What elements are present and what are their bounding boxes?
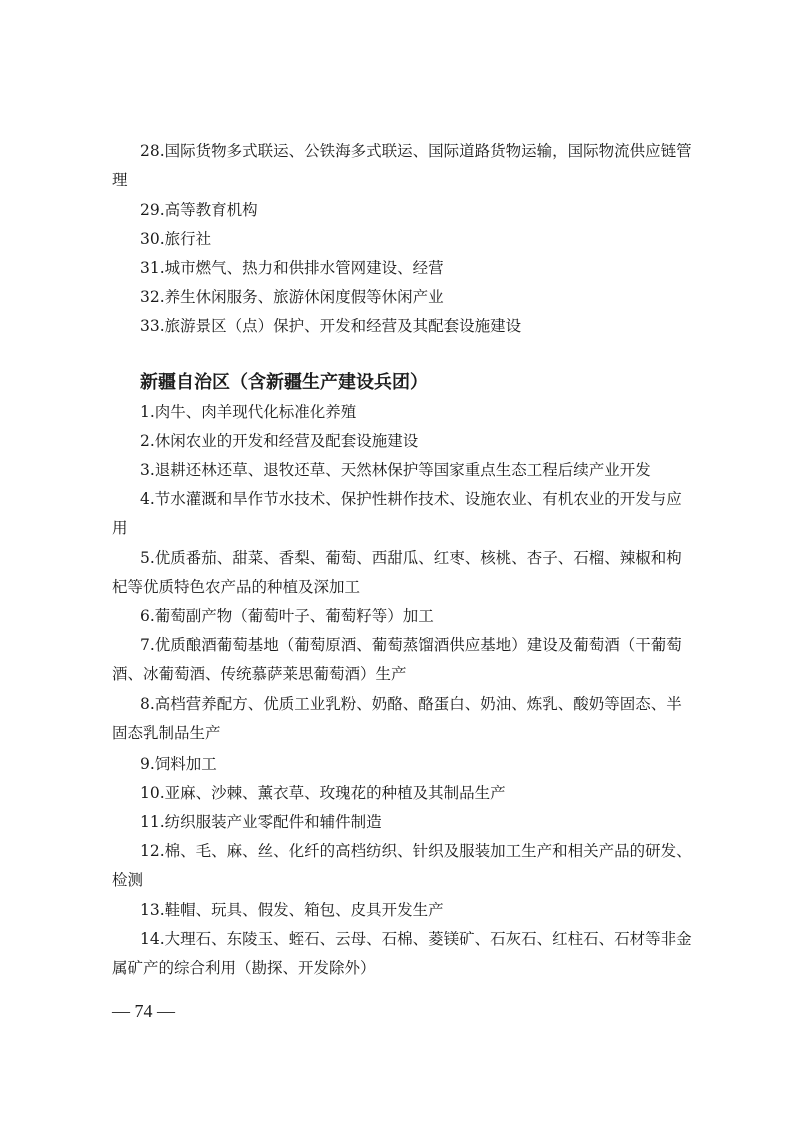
page-number: — 74 — [112,1001,175,1021]
list-item: 30.旅行社 [140,230,212,248]
list-item: 29.高等教育机构 [140,201,258,219]
list-item: 28.国际货物多式联运、公铁海多式联运、国际道路货物运输，国际物流供应链管理 [112,142,692,189]
list-item: 13.鞋帽、玩具、假发、箱包、皮具开发生产 [140,901,444,919]
list-item: 7.优质酿酒葡萄基地（葡萄原酒、葡萄蒸馏酒供应基地）建设及葡萄酒（干葡萄酒、冰葡萄酒、传统慕萨莱思葡萄酒）生产 [112,636,682,683]
list-item: 12.棉、毛、麻、丝、化纤的高档纺织、针织及服装加工生产和相关产品的研发、检测 [112,842,692,889]
list-item: 11.纺织服装产业零配件和辅件制造 [140,813,382,831]
list-item: 31.城市燃气、热力和供排水管网建设、经营 [140,259,444,277]
list-item: 10.亚麻、沙棘、薰衣草、玫瑰花的种植及其制品生产 [140,784,506,802]
list-item: 9.饲料加工 [140,755,217,773]
list-item: 6.葡萄副产物（葡萄叶子、葡萄籽等）加工 [140,607,434,625]
list-item: 32.养生休闲服务、旅游休闲度假等休闲产业 [140,288,444,306]
list-item: 8.高档营养配方、优质工业乳粉、奶酪、酪蛋白、奶油、炼乳、酸奶等固态、半固态乳制品生产 [112,695,682,742]
list-item: 2.休闲农业的开发和经营及配套设施建设 [140,432,419,450]
list-item: 14.大理石、东陵玉、蛭石、云母、石棉、菱镁矿、石灰石、红柱石、石材等非金属矿产的综合利用（勘探、开发除外） [112,930,692,977]
list-item: 5.优质番茄、甜菜、香梨、葡萄、西甜瓜、红枣、核桃、杏子、石榴、辣椒和枸杞等优质特色农产品的种植及深加工 [112,549,682,596]
list-item: 1.肉牛、肉羊现代化标准化养殖 [140,403,357,421]
list-item: 33.旅游景区（点）保护、开发和经营及其配套设施建设 [140,317,522,335]
list-item: 4.节水灌溉和旱作节水技术、保护性耕作技术、设施农业、有机农业的开发与应用 [112,490,682,537]
section-heading: 新疆自治区（含新疆生产建设兵团） [140,372,428,393]
list-item: 3.退耕还林还草、退牧还草、天然林保护等国家重点生态工程后续产业开发 [140,461,651,479]
